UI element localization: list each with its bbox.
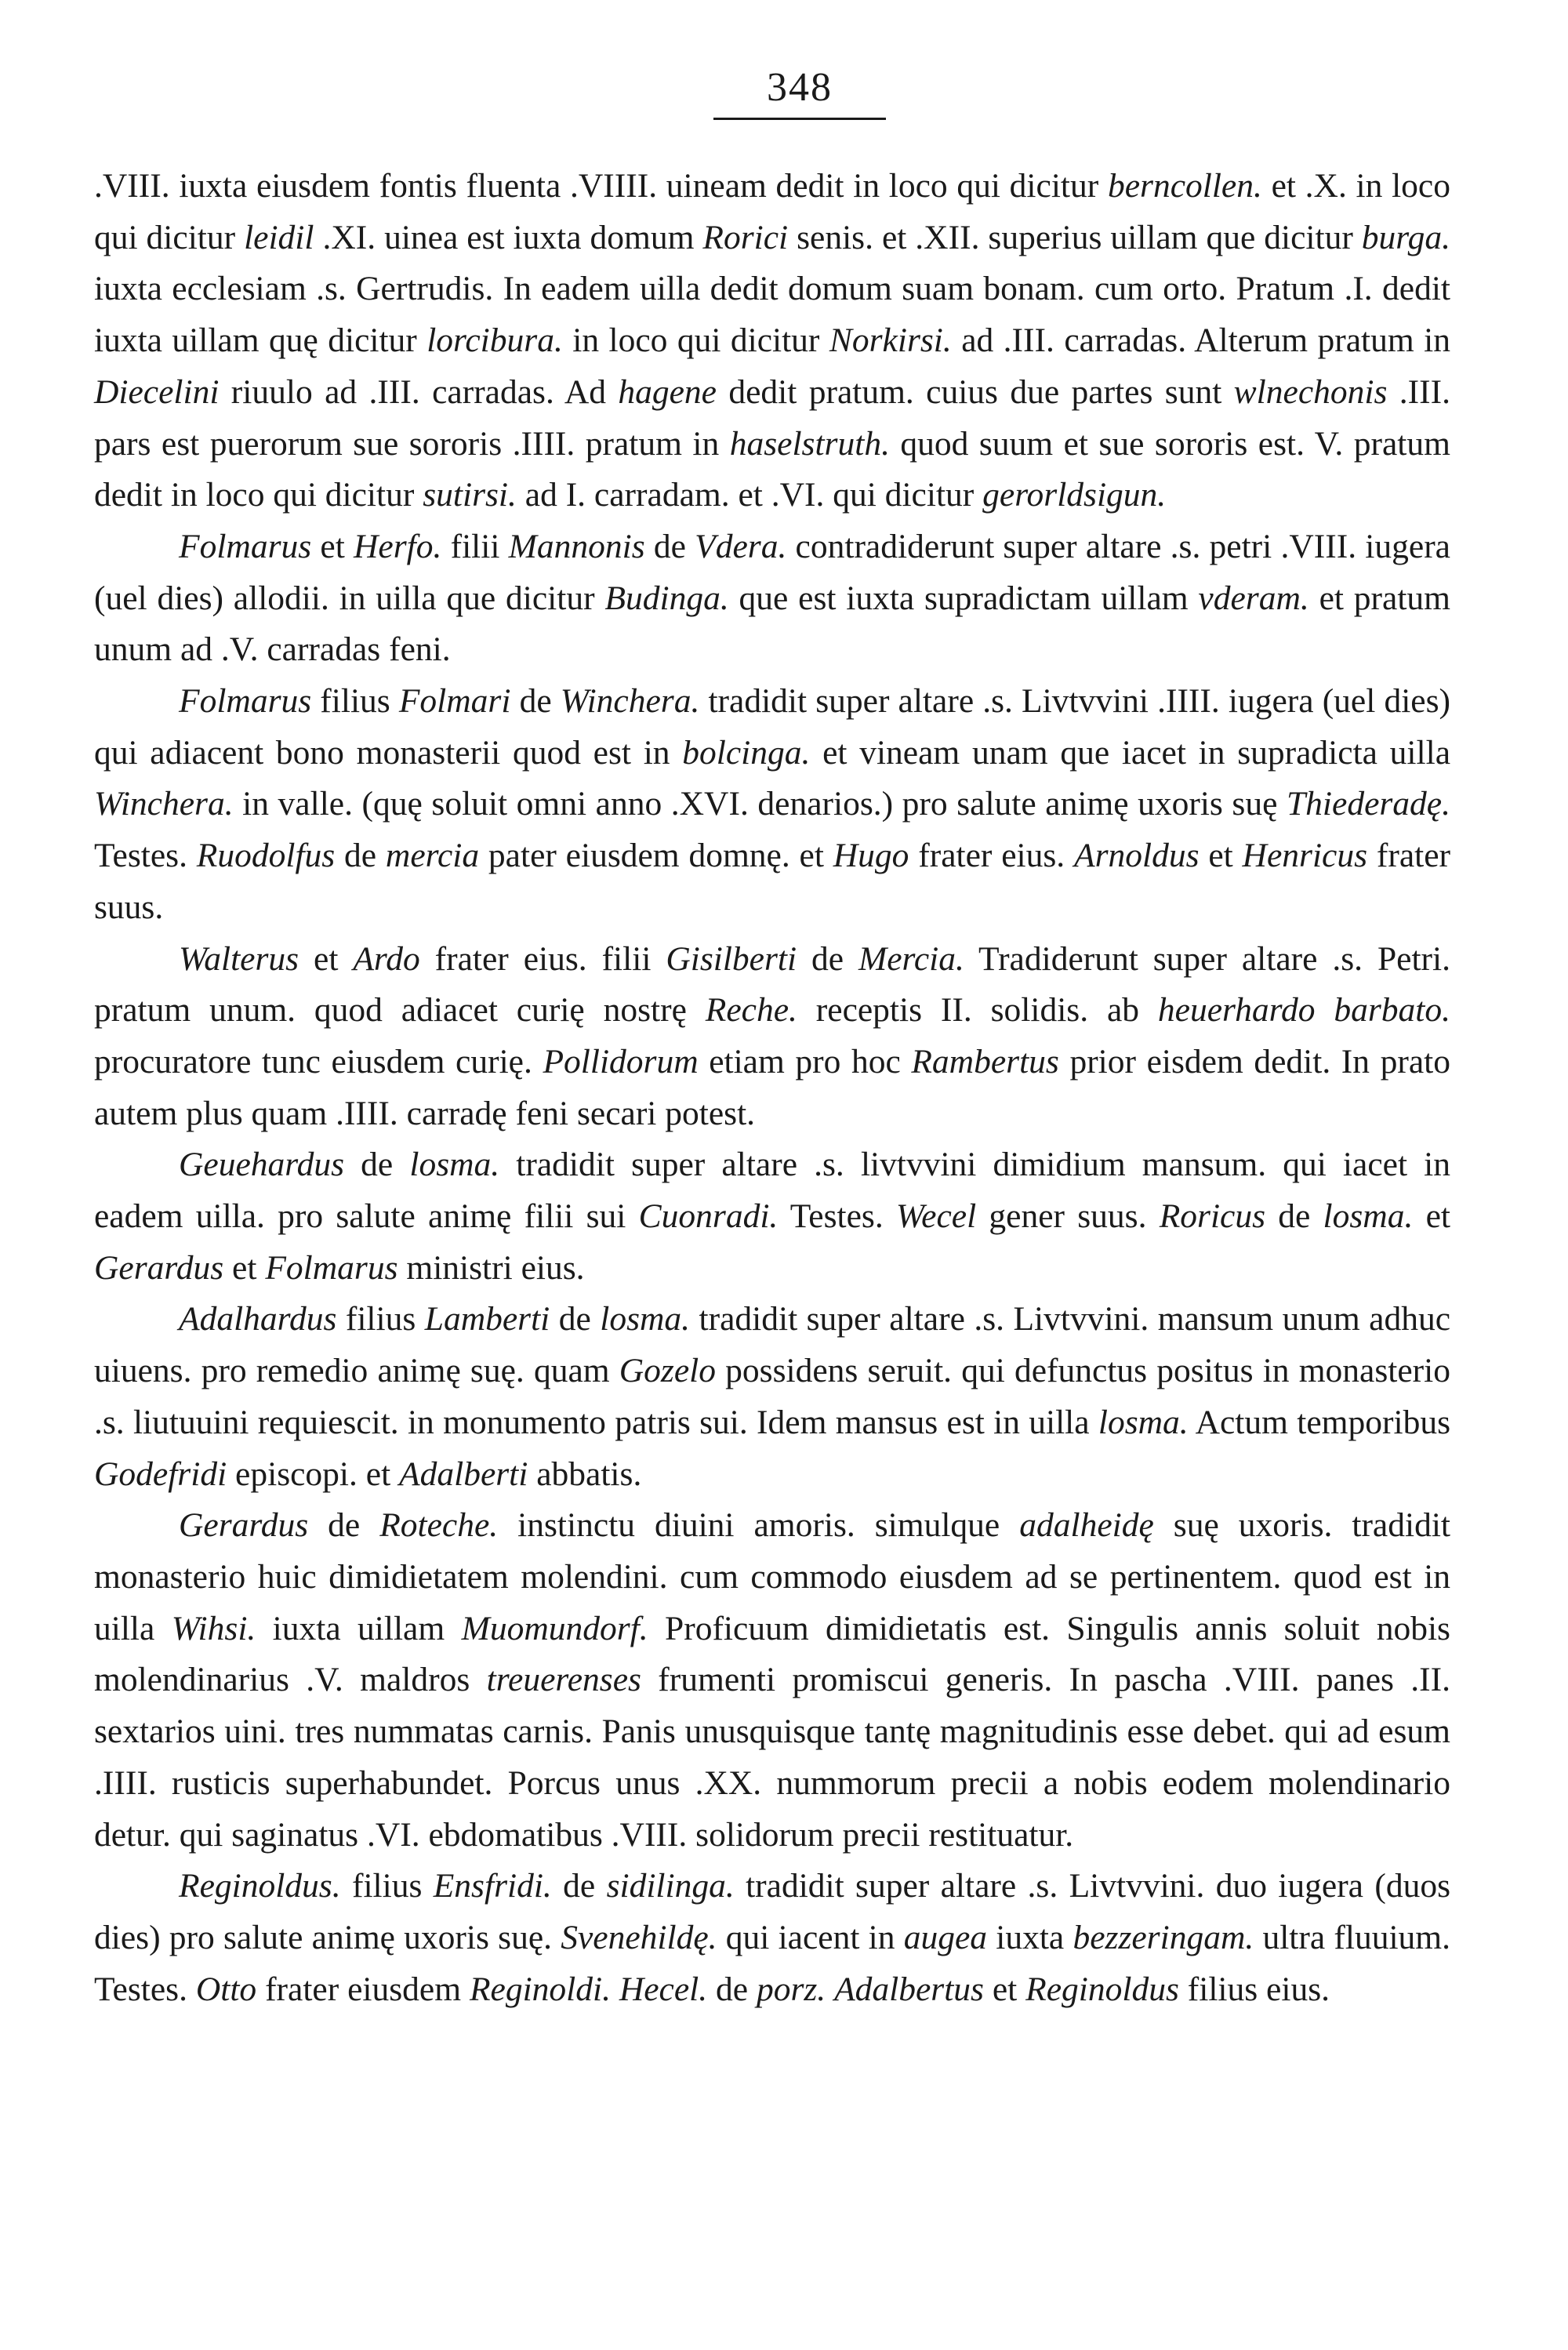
italic-name: Roricus (1159, 1197, 1266, 1236)
italic-name: losma. (409, 1146, 500, 1184)
text-run: iuxta uillam (256, 1609, 462, 1647)
italic-name: Gerardus (179, 1506, 309, 1545)
text-run: filius (336, 1300, 425, 1338)
italic-name: gerorldsigun. (982, 476, 1167, 514)
italic-name: Reche. (705, 991, 797, 1030)
text-run: riuulo ad .III. carradas. Ad (219, 372, 619, 411)
text-run: frater eius. filii (419, 939, 666, 978)
italic-name: Reginoldus. (179, 1867, 341, 1905)
italic-name: Rorici (702, 218, 789, 256)
italic-name: Diecelini (94, 372, 220, 411)
text-run: frater suus. (94, 837, 1451, 926)
italic-name: sidilinga. (606, 1867, 735, 1905)
text-run: suę uxoris. tradidit monasterio huic dimidietatem molendini. cum commodo eiusdem ad se pertinentem. quod est in uilla (94, 1506, 1450, 1647)
text-run: in valle. (quę soluit omni anno .XVI. denarios.) pro salute animę uxoris suę (233, 785, 1287, 823)
italic-name: sutirsi. (423, 476, 517, 514)
paragraph-5 (94, 1139, 1450, 1294)
text-run: frater eius. (909, 837, 1074, 875)
italic-name: vderam. (1198, 579, 1309, 617)
text-run: tradidit super altare .s. Livtvvini. duo iugera (duos dies) pro salute animę uxoris suę. (94, 1867, 1451, 1956)
text-run: de (644, 527, 695, 565)
italic-name: Adalberti (399, 1455, 528, 1493)
text-run: frater eiusdem (256, 1970, 470, 2008)
page-number-rule (713, 118, 886, 120)
italic-name: Vdera. (695, 527, 787, 565)
italic-name: Folmarus (179, 682, 312, 721)
italic-name: berncollen. (1107, 167, 1262, 205)
text-run: iuxta (987, 1918, 1073, 1956)
italic-name: Ensfridi. (433, 1867, 552, 1905)
text-run: et (223, 1248, 266, 1287)
text-run: de (551, 1867, 607, 1905)
italic-name: Gisilberti (666, 939, 797, 978)
italic-name: Folmarus (265, 1248, 398, 1287)
text-run: in loco qui dicitur (562, 321, 829, 360)
italic-name: Lamberti (424, 1300, 550, 1338)
text-run: prior eisdem dedit. In prato autem plus quam .IIII. carradę feni secari potest. (94, 1042, 1450, 1132)
paragraph-8 (94, 1861, 1450, 2015)
text-run (826, 1970, 834, 2008)
italic-name: Hugo (833, 837, 909, 875)
text-run (611, 1970, 619, 2008)
text-run: etiam pro hoc (698, 1042, 912, 1081)
text-run: ministri eius. (397, 1248, 585, 1287)
text-run: qui iacent in (717, 1918, 904, 1956)
italic-name: Winchera. (560, 682, 700, 721)
text-run: possidens seruit. qui defunctus positus in monasterio .s. liutuuini requiescit. in monumento patris sui. Idem mansus est in uilla (94, 1352, 1450, 1441)
italic-name: Wecel (895, 1197, 977, 1236)
text-run: de (1265, 1197, 1323, 1236)
italic-name: Thiederadę. (1286, 785, 1450, 823)
italic-name: Norkirsi. (829, 321, 952, 360)
italic-name: adalheidę (1019, 1506, 1154, 1545)
text-run: frumenti promiscui generis. In pascha .VIII. panes .II. sextarios uini. tres nummatas carnis. Panis unusquisque tantę magnitudinis esse debet. qui ad esum .IIII. rusticis superhabundet. Porcus unus .XX. nummorum precii a nobis eodem molendinario detur. qui saginatus .VI. ebdomatibus .VIII. solidorum precii restituatur. (94, 1661, 1450, 1854)
text-run: filius (311, 682, 399, 721)
italic-name: porz. (756, 1970, 826, 2008)
italic-name: Budinga. (604, 579, 729, 617)
text-run: pater eiusdem domnę. et (479, 837, 833, 875)
text-run: .III. pars est puerorum sue sororis .IIII. pratum in (94, 372, 1450, 463)
text-run: tradidit super altare .s. livtvvini dimidium mansum. qui iacet in eadem uilla. pro salute animę filii sui (94, 1146, 1450, 1236)
italic-name: bolcinga. (682, 733, 811, 772)
italic-name: Gerardus (94, 1248, 224, 1287)
italic-name: Otto (195, 1970, 257, 2008)
italic-name: hagene (618, 372, 717, 411)
text-run: de (335, 837, 386, 875)
text-run: Testes. (778, 1197, 896, 1236)
italic-name: augea (903, 1918, 988, 1956)
italic-name: Henricus (1242, 837, 1368, 875)
text-run: et (1199, 837, 1243, 875)
italic-name: Herfo. (354, 527, 442, 565)
text-run: instinctu diuini amoris. simulque (498, 1506, 1020, 1545)
text-run: ultra fluuium. Testes. (94, 1918, 1451, 2008)
text-run: filii (441, 527, 509, 565)
italic-name: Reginoldus (1025, 1970, 1179, 2008)
text-run: senis. et .XII. superius uillam que dicitur (788, 218, 1362, 256)
text-run: de (797, 939, 858, 978)
italic-name: Mannonis (508, 527, 645, 565)
italic-name: Gozelo (619, 1352, 717, 1390)
paragraph-1 (94, 161, 1450, 521)
italic-name: bezzeringam. (1073, 1918, 1254, 1956)
text-run: abbatis. (528, 1455, 642, 1493)
italic-name: heuerhardo barbato. (1157, 991, 1450, 1030)
italic-name: Rambertus (911, 1042, 1059, 1081)
text-run: filius (340, 1867, 434, 1905)
italic-name: Roteche. (379, 1506, 499, 1545)
text-run: iuxta ecclesiam .s. Gertrudis. In eadem uilla dedit domum suam bonam. cum orto. Pratum .I. dedit iuxta uillam quę dicitur (94, 270, 1450, 360)
italic-name: Cuonradi. (638, 1197, 779, 1236)
text-run: quod suum et sue sororis est. V. pratum dedit in loco qui dicitur (94, 424, 1450, 514)
text-run: receptis II. solidis. ab (797, 991, 1158, 1030)
italic-name: losma. (1323, 1197, 1414, 1236)
italic-name: haselstruth. (729, 424, 890, 463)
text-run: filius eius. (1178, 1970, 1330, 2008)
text-run: Proficuum dimidietatis est. Singulis annis soluit nobis molendinarius .V. maldros (94, 1609, 1450, 1699)
text-run: et pratum unum ad .V. carradas feni. (94, 579, 1450, 669)
italic-name: Adalhardus (179, 1300, 337, 1338)
text-run: et (983, 1970, 1026, 2008)
italic-name: Mercia. (858, 939, 964, 978)
italic-name: Svenehildę. (561, 1918, 717, 1956)
text-run: .XI. uinea est iuxta domum (314, 218, 703, 256)
paragraph-4 (94, 934, 1450, 1140)
italic-name: Godefridi (94, 1455, 227, 1493)
text-run: et vineam unam que iacet in supradicta uilla (810, 733, 1450, 772)
paragraph-6 (94, 1294, 1450, 1500)
text-run: de (550, 1300, 601, 1338)
text-run: tradidit super altare .s. Livtvvini. mansum unum adhuc uiuens. pro remedio animę suę. quam (94, 1300, 1451, 1390)
text-run: Testes. (94, 837, 197, 875)
italic-name: Folmarus (179, 527, 312, 565)
text-run: Tradiderunt super altare .s. Petri. pratum unum. quod adiacet curię nostrę (94, 939, 1451, 1030)
italic-name: Pollidorum (543, 1042, 699, 1081)
italic-name: Ardo (353, 939, 420, 978)
text-run: et .X. in loco qui dicitur (94, 167, 1450, 256)
italic-name: mercia (385, 837, 480, 875)
text-run: et (1413, 1197, 1450, 1236)
text-run: episcopi. et (227, 1455, 400, 1493)
italic-name: Adalbertus (834, 1970, 984, 2008)
text-run: de (344, 1146, 410, 1184)
italic-name: Ruodolfus (196, 837, 336, 875)
text-run: que est iuxta supradictam uillam (728, 579, 1199, 617)
italic-name: Walterus (179, 939, 299, 978)
italic-name: burga. (1361, 218, 1450, 256)
italic-name: lorcibura. (426, 321, 563, 360)
text-run: contradiderunt super altare .s. petri .VIII. iugera (uel dies) allodii. in uilla que dicitur (94, 527, 1450, 617)
italic-name: Folmari (398, 682, 511, 721)
italic-name: treuerenses (486, 1661, 641, 1699)
text-run: .VIII. iuxta eiusdem fontis fluenta .VIIII. uineam dedit in loco qui dicitur (94, 167, 1108, 205)
paragraph-2 (94, 521, 1450, 676)
italic-name: leidil (244, 218, 314, 256)
text-run: tradidit super altare .s. Livtvvini .IIII. iugera (uel dies) qui adiacent bono monasterii quod est in (94, 682, 1450, 772)
text-run: de (707, 1970, 757, 2008)
italic-name: Wihsi. (171, 1609, 256, 1647)
text-run: procuratore tunc eiusdem curię. (94, 1042, 543, 1081)
italic-name: losma. (600, 1300, 691, 1338)
text-run: ad .III. carradas. Alterum pratum in (951, 321, 1450, 360)
italic-name: Winchera. (94, 785, 234, 823)
text-run: dedit pratum. cuius due partes sunt (716, 372, 1234, 411)
text-run: et (311, 527, 354, 565)
italic-name: Muomundorf. (461, 1609, 648, 1647)
italic-name: losma. (1098, 1403, 1189, 1441)
page-number: 348 (767, 65, 833, 110)
text-run: Actum temporibus (1188, 1403, 1450, 1441)
text-run: de (510, 682, 561, 721)
text-run: ad I. carradam. et .VI. qui dicitur (516, 476, 983, 514)
paragraph-3 (94, 676, 1450, 934)
italic-name: Arnoldus (1074, 837, 1200, 875)
text-run: et (299, 939, 354, 978)
italic-name: wlnechonis (1233, 372, 1388, 411)
text-run: gener suus. (976, 1197, 1160, 1236)
italic-name: Geuehardus (179, 1146, 345, 1184)
text-body (94, 161, 1450, 2015)
italic-name: Reginoldi. (469, 1970, 611, 2008)
text-run: de (308, 1506, 380, 1545)
italic-name: Hecel. (619, 1970, 708, 2008)
paragraph-7 (94, 1500, 1450, 1861)
